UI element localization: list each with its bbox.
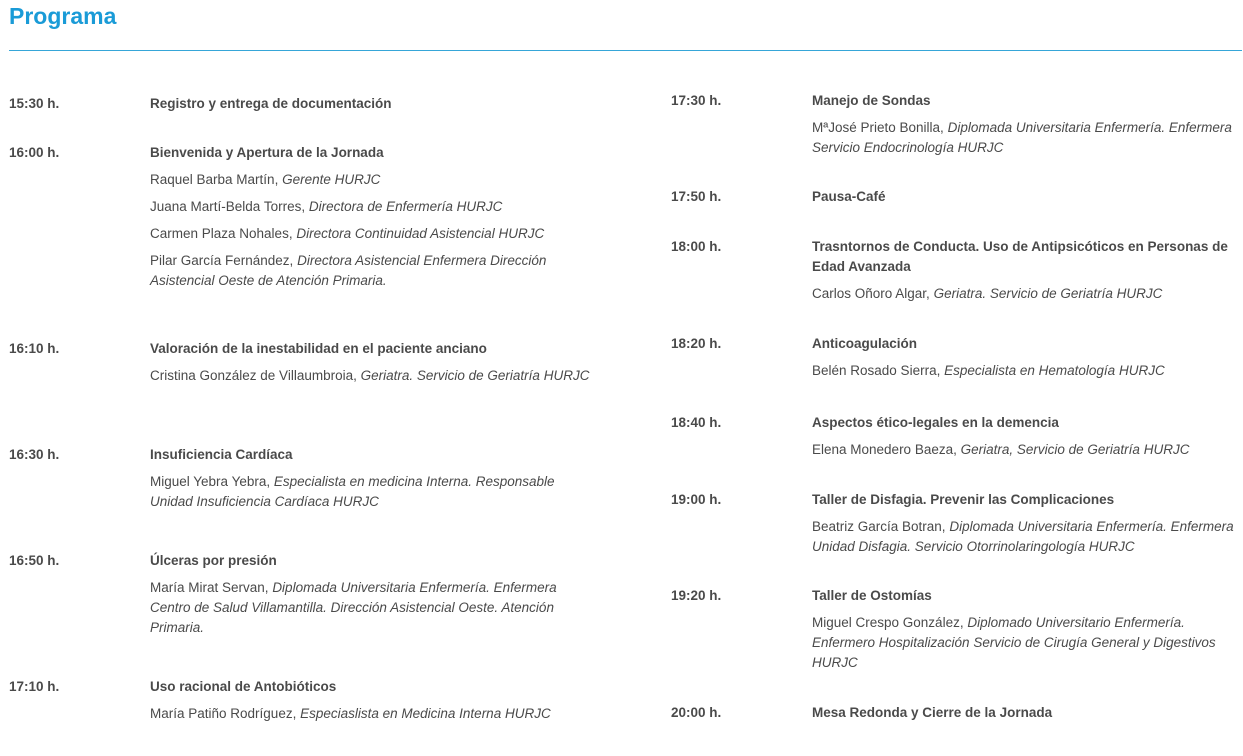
schedule-body bbox=[812, 187, 1242, 207]
speaker-role: Geriatra. Servicio de Geriatría HURJC bbox=[933, 286, 1163, 301]
session-topic: Bienvenida y Apertura de la Jornada bbox=[150, 145, 384, 160]
schedule-time: 16:00 h. bbox=[9, 145, 60, 160]
schedule-body bbox=[150, 339, 590, 386]
title-divider bbox=[9, 50, 1242, 51]
speaker bbox=[812, 361, 1242, 381]
session-topic: Pausa-Café bbox=[812, 189, 886, 204]
speaker bbox=[150, 578, 590, 638]
session-topic: Úlceras por presión bbox=[150, 553, 277, 568]
schedule-time: 19:20 h. bbox=[671, 588, 722, 603]
speaker bbox=[812, 118, 1242, 158]
schedule-body bbox=[812, 334, 1242, 381]
speaker-name: Elena Monedero Baeza, bbox=[812, 442, 957, 457]
speaker-role: Especialista en Hematología HURJC bbox=[944, 363, 1165, 378]
speaker-role: Diplomado Universitario Enfermería. Enfermero Hospitalización Servicio de Cirugía General y Digestivos HURJC bbox=[812, 615, 1216, 670]
speaker bbox=[150, 472, 590, 512]
session-topic: Valoración de la inestabilidad en el paciente anciano bbox=[150, 341, 487, 356]
schedule-time: 18:00 h. bbox=[671, 239, 722, 254]
schedule-time: 16:30 h. bbox=[9, 447, 60, 462]
speaker-name: Cristina González de Villaumbroia, bbox=[150, 368, 357, 383]
schedule-time: 19:00 h. bbox=[671, 492, 722, 507]
schedule-time: 17:30 h. bbox=[671, 93, 722, 108]
session-topic: Mesa Redonda y Cierre de la Jornada bbox=[812, 705, 1053, 720]
speaker-name: Carmen Plaza Nohales, bbox=[150, 226, 293, 241]
session-topic: Trasntornos de Conducta. Uso de Antipsicóticos en Personas de Edad Avanzada bbox=[812, 239, 1228, 274]
speaker-role: Diplomada Universitaria Enfermería. Enfermera Centro de Salud Villamantilla. Dirección Asistencial Oeste. Atención Primaria. bbox=[150, 580, 557, 635]
speaker-name: Raquel Barba Martín, bbox=[150, 172, 279, 187]
speaker-name: Carlos Oñoro Algar, bbox=[812, 286, 930, 301]
session-topic: Manejo de Sondas bbox=[812, 93, 931, 108]
speaker-name: MªJosé Prieto Bonilla, bbox=[812, 120, 944, 135]
schedule-body bbox=[812, 586, 1242, 673]
speaker bbox=[812, 613, 1242, 673]
schedule-body bbox=[150, 94, 590, 114]
speaker-name: Pilar García Fernández, bbox=[150, 253, 294, 268]
schedule-body bbox=[812, 91, 1242, 158]
session-topic: Registro y entrega de documentación bbox=[150, 96, 392, 111]
speaker-name: Miguel Crespo González, bbox=[812, 615, 964, 630]
speaker bbox=[150, 251, 590, 291]
schedule-time: 20:00 h. bbox=[671, 705, 722, 720]
schedule-body bbox=[812, 237, 1242, 304]
speaker-name: María Patiño Rodríguez, bbox=[150, 706, 297, 721]
schedule-time: 18:40 h. bbox=[671, 415, 722, 430]
schedule-body bbox=[150, 551, 590, 638]
session-topic: Insuficiencia Cardíaca bbox=[150, 447, 293, 462]
speaker bbox=[812, 284, 1242, 304]
speaker-name: Beatriz García Botran, bbox=[812, 519, 946, 534]
speaker-role: Geriatra, Servicio de Geriatría HURJC bbox=[960, 442, 1190, 457]
speaker-role: Diplomada Universitaria Enfermería. Enfermera Servicio Endocrinología HURJC bbox=[812, 120, 1232, 155]
schedule-body bbox=[150, 677, 590, 724]
speaker-role: Diplomada Universitaria Enfermería. Enfermera Unidad Disfagia. Servicio Otorrinolaringología HURJC bbox=[812, 519, 1234, 554]
schedule-time: 17:50 h. bbox=[671, 189, 722, 204]
session-topic: Anticoagulación bbox=[812, 336, 918, 351]
speaker bbox=[812, 440, 1242, 460]
schedule-body bbox=[812, 413, 1242, 460]
speaker-role: Especialista en medicina Interna. Responsable Unidad Insuficiencia Cardíaca HURJC bbox=[150, 474, 555, 509]
speaker-name: Belén Rosado Sierra, bbox=[812, 363, 941, 378]
speaker bbox=[150, 170, 590, 190]
speaker-role: Directora de Enfermería HURJC bbox=[308, 199, 503, 214]
speaker-role: Directora Continuidad Asistencial HURJC bbox=[296, 226, 545, 241]
schedule-body bbox=[150, 445, 590, 512]
schedule-time: 17:10 h. bbox=[9, 679, 60, 694]
speaker bbox=[150, 197, 590, 217]
speaker bbox=[150, 224, 590, 244]
session-topic: Uso racional de Antobióticos bbox=[150, 679, 337, 694]
speaker-name: María Mirat Servan, bbox=[150, 580, 269, 595]
speaker bbox=[150, 366, 590, 386]
schedule-time: 15:30 h. bbox=[9, 96, 60, 111]
page-title: Programa bbox=[9, 3, 117, 29]
speaker bbox=[812, 517, 1242, 557]
speaker bbox=[150, 704, 590, 724]
schedule-time: 16:10 h. bbox=[9, 341, 60, 356]
speaker-role: Gerente HURJC bbox=[282, 172, 381, 187]
session-topic: Taller de Disfagia. Prevenir las Complicaciones bbox=[812, 492, 1115, 507]
speaker-role: Especiaslista en Medicina Interna HURJC bbox=[300, 706, 551, 721]
speaker-role: Directora Asistencial Enfermera Dirección Asistencial Oeste de Atención Primaria. bbox=[150, 253, 547, 288]
session-topic: Taller de Ostomías bbox=[812, 588, 932, 603]
speaker-name: Juana Martí-Belda Torres, bbox=[150, 199, 306, 214]
speaker-name: Miguel Yebra Yebra, bbox=[150, 474, 271, 489]
session-topic: Aspectos ético-legales en la demencia bbox=[812, 415, 1059, 430]
schedule-body bbox=[812, 490, 1242, 557]
schedule-time: 16:50 h. bbox=[9, 553, 60, 568]
schedule-body bbox=[150, 143, 590, 291]
speaker-role: Geriatra. Servicio de Geriatría HURJC bbox=[360, 368, 590, 383]
schedule-body bbox=[812, 703, 1242, 723]
schedule-time: 18:20 h. bbox=[671, 336, 722, 351]
